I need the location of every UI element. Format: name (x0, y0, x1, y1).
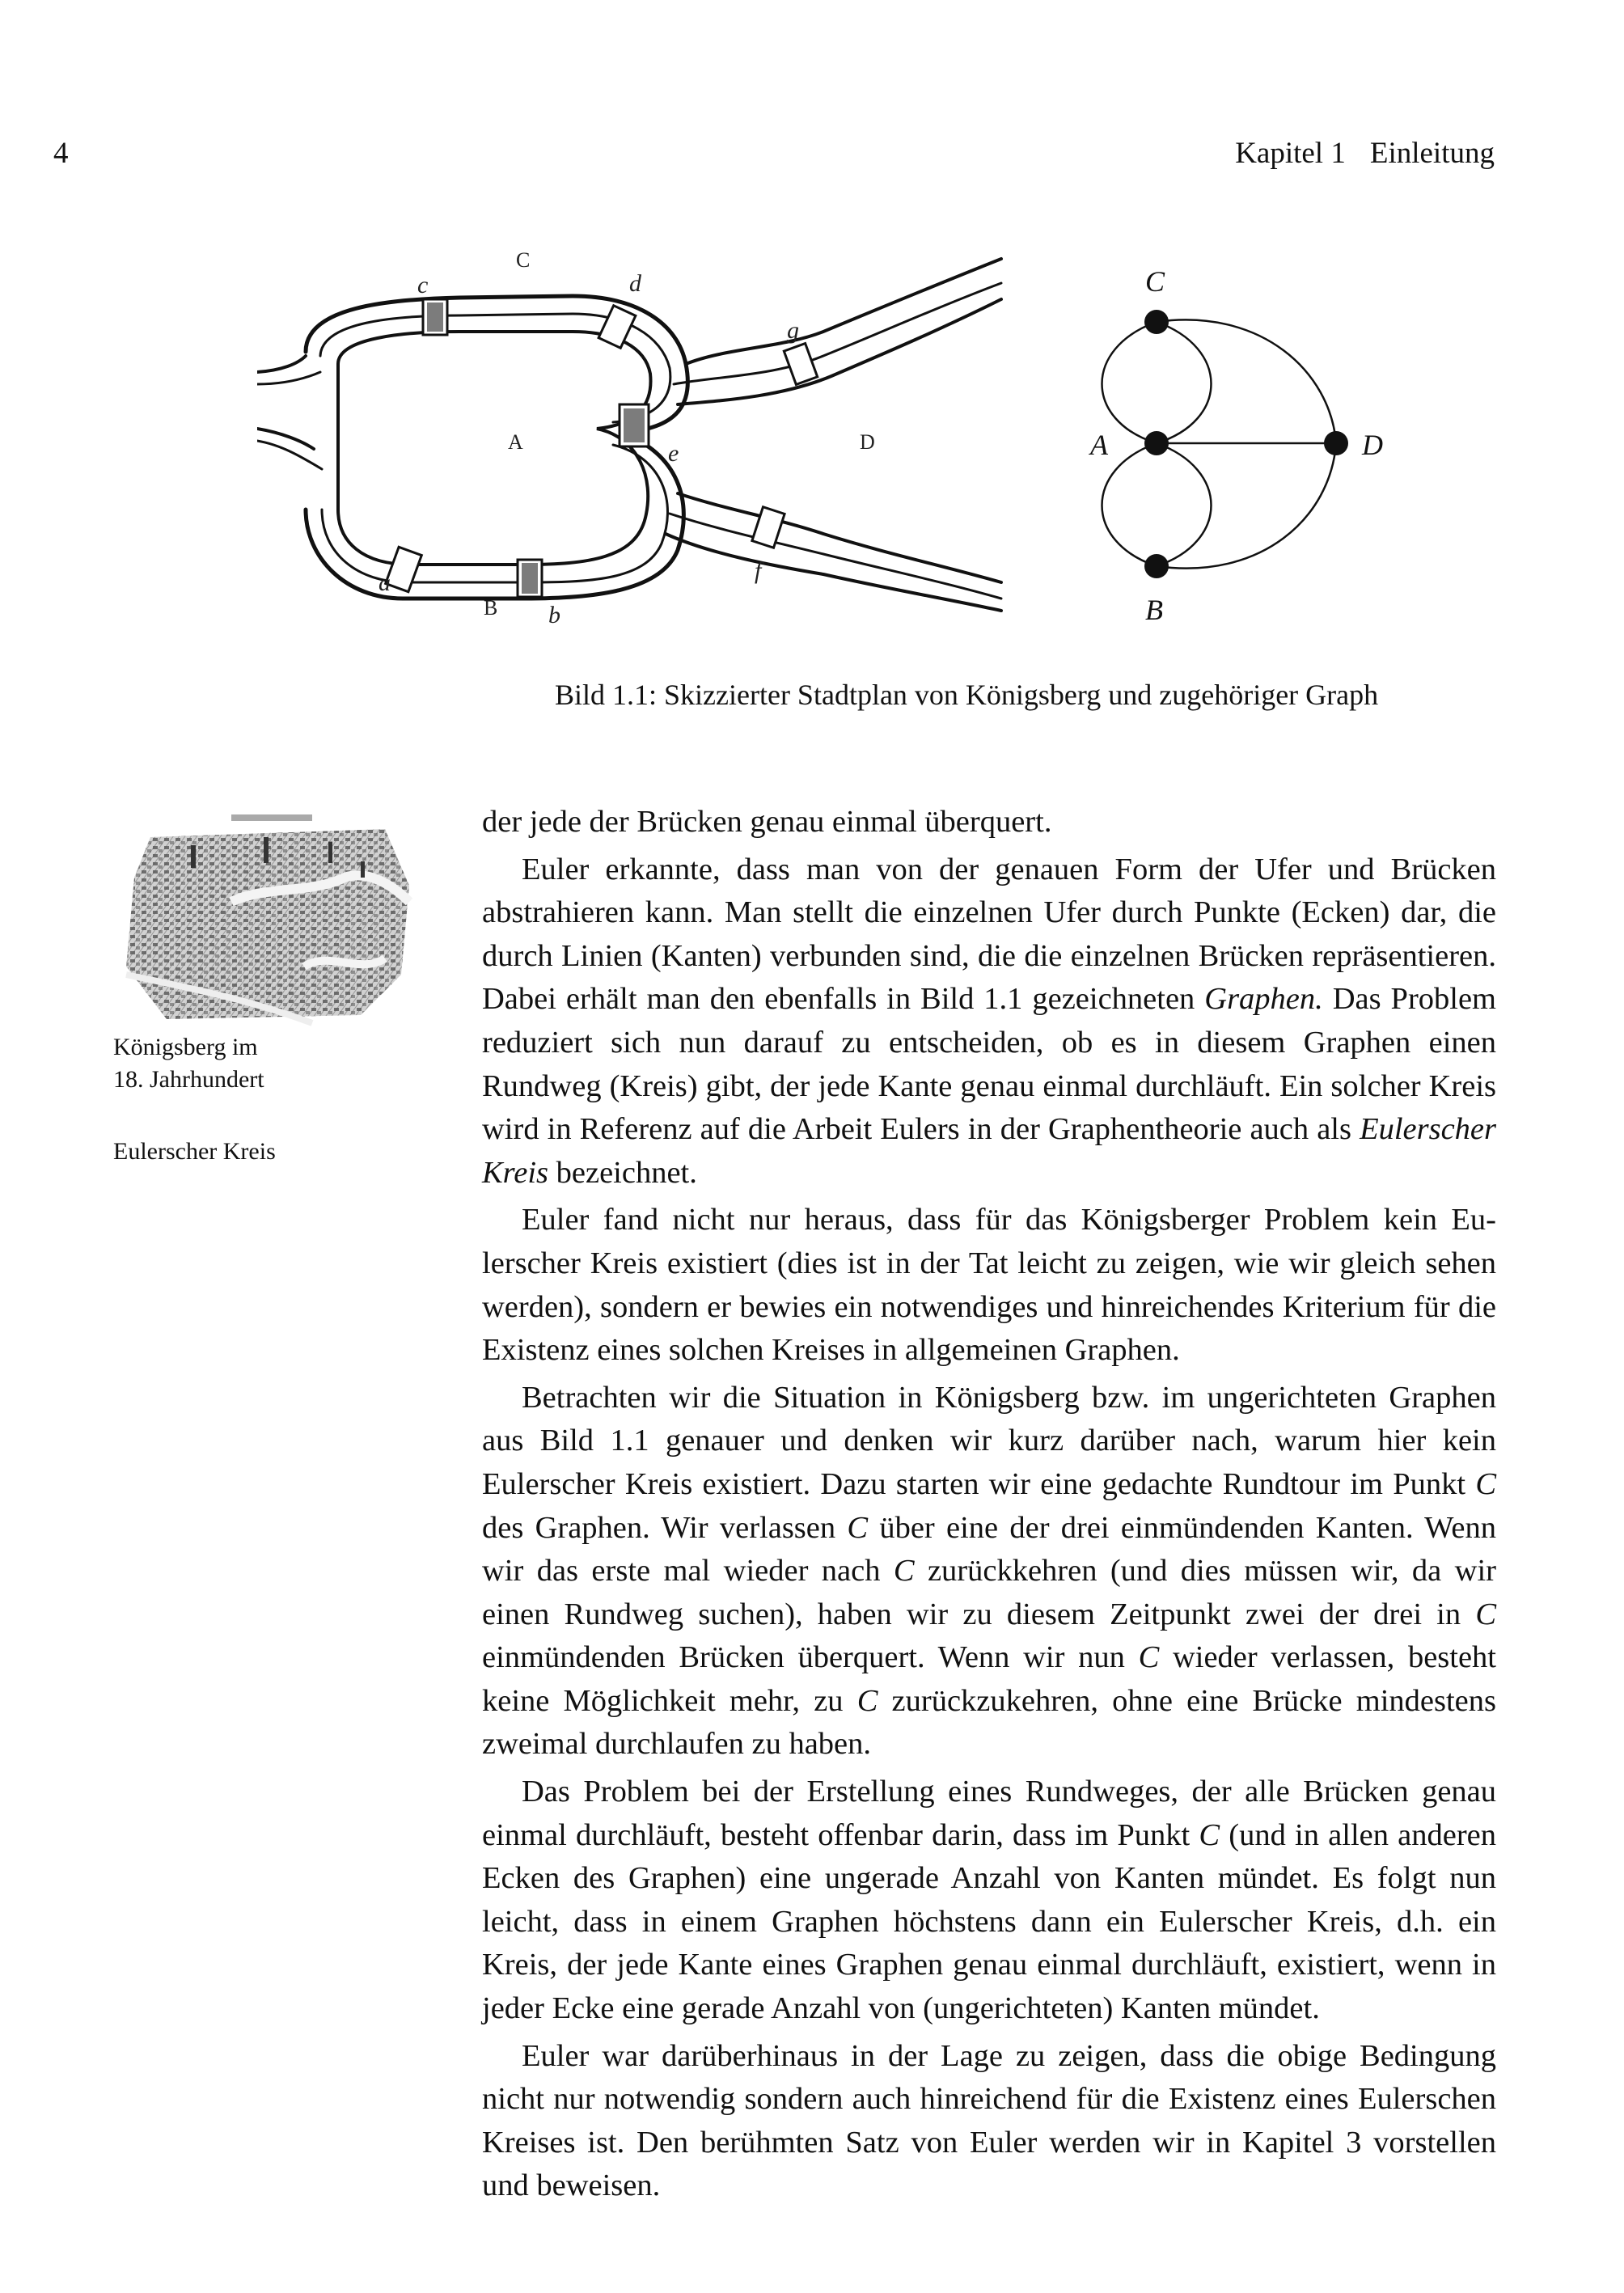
chapter-title: Einleitung (1369, 137, 1495, 170)
map-label-C: C (516, 248, 531, 272)
paragraph-3: Euler fand nicht nur heraus, dass für das Königsberger Problem kein Eulerscher Kreis existiert (dies ist in der Tat leicht zu zeigen, wie wir gleich sehen werden), sondern er bewies ein notwendiges und hinreichendes Kriterium für die Existenz eines solchen Kreises in allgemeinen Graphen. (482, 1203, 1496, 1368)
graph-label-B: B (1145, 594, 1163, 626)
graph-node-C (1144, 310, 1169, 334)
paragraph-1: der jede der Brücken genau einmal überquert. (482, 805, 1052, 839)
paragraph-5 (482, 1771, 1496, 2031)
margin-note-line: Königsberg im (113, 1034, 258, 1060)
graph-label-D: D (1362, 429, 1383, 461)
margin-note-koenigsberg (113, 1031, 372, 1096)
map-label-c: c (417, 272, 429, 298)
graph-node-D (1324, 431, 1348, 455)
bridge-d (598, 306, 636, 349)
map-label-D: D (860, 430, 875, 454)
paragraph-6: Euler war darüberhinaus in der Lage zu zeigen, dass die obige Bedingung nicht nur notwendig sondern auch hinreichend für die Existenz eines Eulerschen Kreises ist. Den berühmten Satz von Euler werden wir in Kapitel 3 vorstellen und beweisen. (482, 2038, 1496, 2203)
page-number: 4 (53, 137, 69, 170)
paragraph-4 (482, 1377, 1496, 1766)
graph-edge-BD (1157, 443, 1336, 569)
text-run: wieder verlassen, besteht keine Möglichkeit mehr, zu (482, 1640, 1496, 1718)
margin-note-eulerscher-kreis: Eulerscher Kreis (113, 1138, 276, 1165)
text-run: einmündenden Brücken überquert. Wenn wir nun (482, 1640, 1139, 1675)
bridge-g (784, 344, 817, 385)
koenigsberg-map-figure (257, 243, 1003, 624)
body-text (482, 801, 1496, 2212)
map-label-A: A (508, 430, 523, 454)
bridge-a (386, 547, 422, 591)
map-label-f: f (755, 557, 762, 584)
text-run: des Graphen. Wir verlassen (482, 1510, 848, 1545)
text-run: Das Problem reduziert sich nun darauf zu entscheiden, ob es in diesem Graphen einen Rundweg (Kreis) gibt, der jede Kante genau einmal durchläuft. Ein solcher Kreis wird in Referenz auf die Arbeit Eulers in der Graphentheorie auch als (482, 982, 1497, 1147)
term-graphen: Graphen. (1204, 982, 1323, 1017)
chapter-number: Kapitel 1 (1235, 137, 1346, 170)
graph-label-A: A (1090, 429, 1108, 461)
map-label-g: g (787, 317, 799, 344)
koenigsberg-graph (1051, 243, 1423, 631)
text-run: zurückzukehren, ohne eine Brücke mindestens zweimal durchlaufen zu haben. (482, 1683, 1496, 1762)
math-C: C (856, 1683, 878, 1718)
koenigsberg-engraving-image (118, 813, 417, 1031)
paragraph-2 (482, 848, 1496, 1195)
map-label-b: b (548, 602, 560, 624)
math-C: C (1475, 1466, 1496, 1501)
running-head (1235, 136, 1495, 171)
text-run: Euler erkannte, dass man von der genauen Form der Ufer und Brücken abstrahieren kann. Man stellt die einzelnen Ufer durch Punkte (Ecken) dar, die durch Linien (Kanten) verbunden sind, die die einzelnen Brücken repräsentieren. Dabei erhält man den ebenfalls in Bild 1.1 gezeichneten (482, 852, 1496, 1017)
bridge-f (752, 507, 785, 548)
math-C: C (893, 1554, 915, 1589)
math-C: C (1475, 1597, 1496, 1631)
text-run: über eine der drei einmündenden Kanten. Wenn wir das erste mal wieder nach (482, 1510, 1496, 1589)
graph-node-A (1144, 431, 1169, 455)
graph-node-B (1144, 554, 1169, 578)
text-run: Das Problem bei der Erstellung eines Rundweges, der alle Brücken genau einmal durchläuft, besteht offenbar darin, dass im Punkt (482, 1775, 1496, 1852)
map-label-a: a (379, 569, 391, 596)
graph-edge-CD (1157, 319, 1336, 443)
map-label-B: B (484, 596, 498, 620)
math-C: C (1138, 1640, 1160, 1675)
text-run: bezeichnet. (548, 1155, 697, 1190)
math-C: C (1199, 1817, 1220, 1852)
margin-note-line: 18. Jahrhundert (113, 1066, 264, 1093)
term-eulerscher-kreis: Eulerscher Kreis (482, 1112, 1496, 1190)
math-C: C (847, 1510, 869, 1545)
text-run: zurückkehren (und dies müssen wir, da wir einen Rundweg suchen), haben wir zu diesem Zeitpunkt zwei der drei in (482, 1554, 1496, 1631)
text-run: Betrachten wir die Situation in Königsberg bzw. im ungerichteten Graphen aus Bild 1.1 genauer und denken wir kurz darüber nach, warum hier kein Eulerscher Kreis existiert. Dazu starten wir eine gedachte Rundtour im Punkt (482, 1380, 1496, 1501)
text-run: (und in allen anderen Ecken des Graphen) eine ungerade Anzahl von Kanten mündet. Es folgt nun leicht, dass in einem Graphen höchstens dann ein Eulerscher Kreis, d.h. ein Kreis, der jede Kante eines Graphen genau einmal durchläuft, existiert, wenn in jeder Ecke eine gerade Anzahl von (ungerichteten) Kanten mündet. (482, 1817, 1496, 2026)
graph-edge-CA-left (1102, 322, 1157, 443)
figure-caption: Bild 1.1: Skizzierter Stadtplan von Königsberg und zugehöriger Graph (555, 679, 1379, 711)
graph-edge-AB-right (1157, 443, 1212, 566)
graph-edge-CA-right (1157, 322, 1212, 443)
graph-label-C: C (1145, 265, 1165, 298)
map-label-d: d (629, 270, 641, 297)
map-label-e: e (668, 440, 679, 467)
graph-edge-AB-left (1102, 443, 1157, 566)
